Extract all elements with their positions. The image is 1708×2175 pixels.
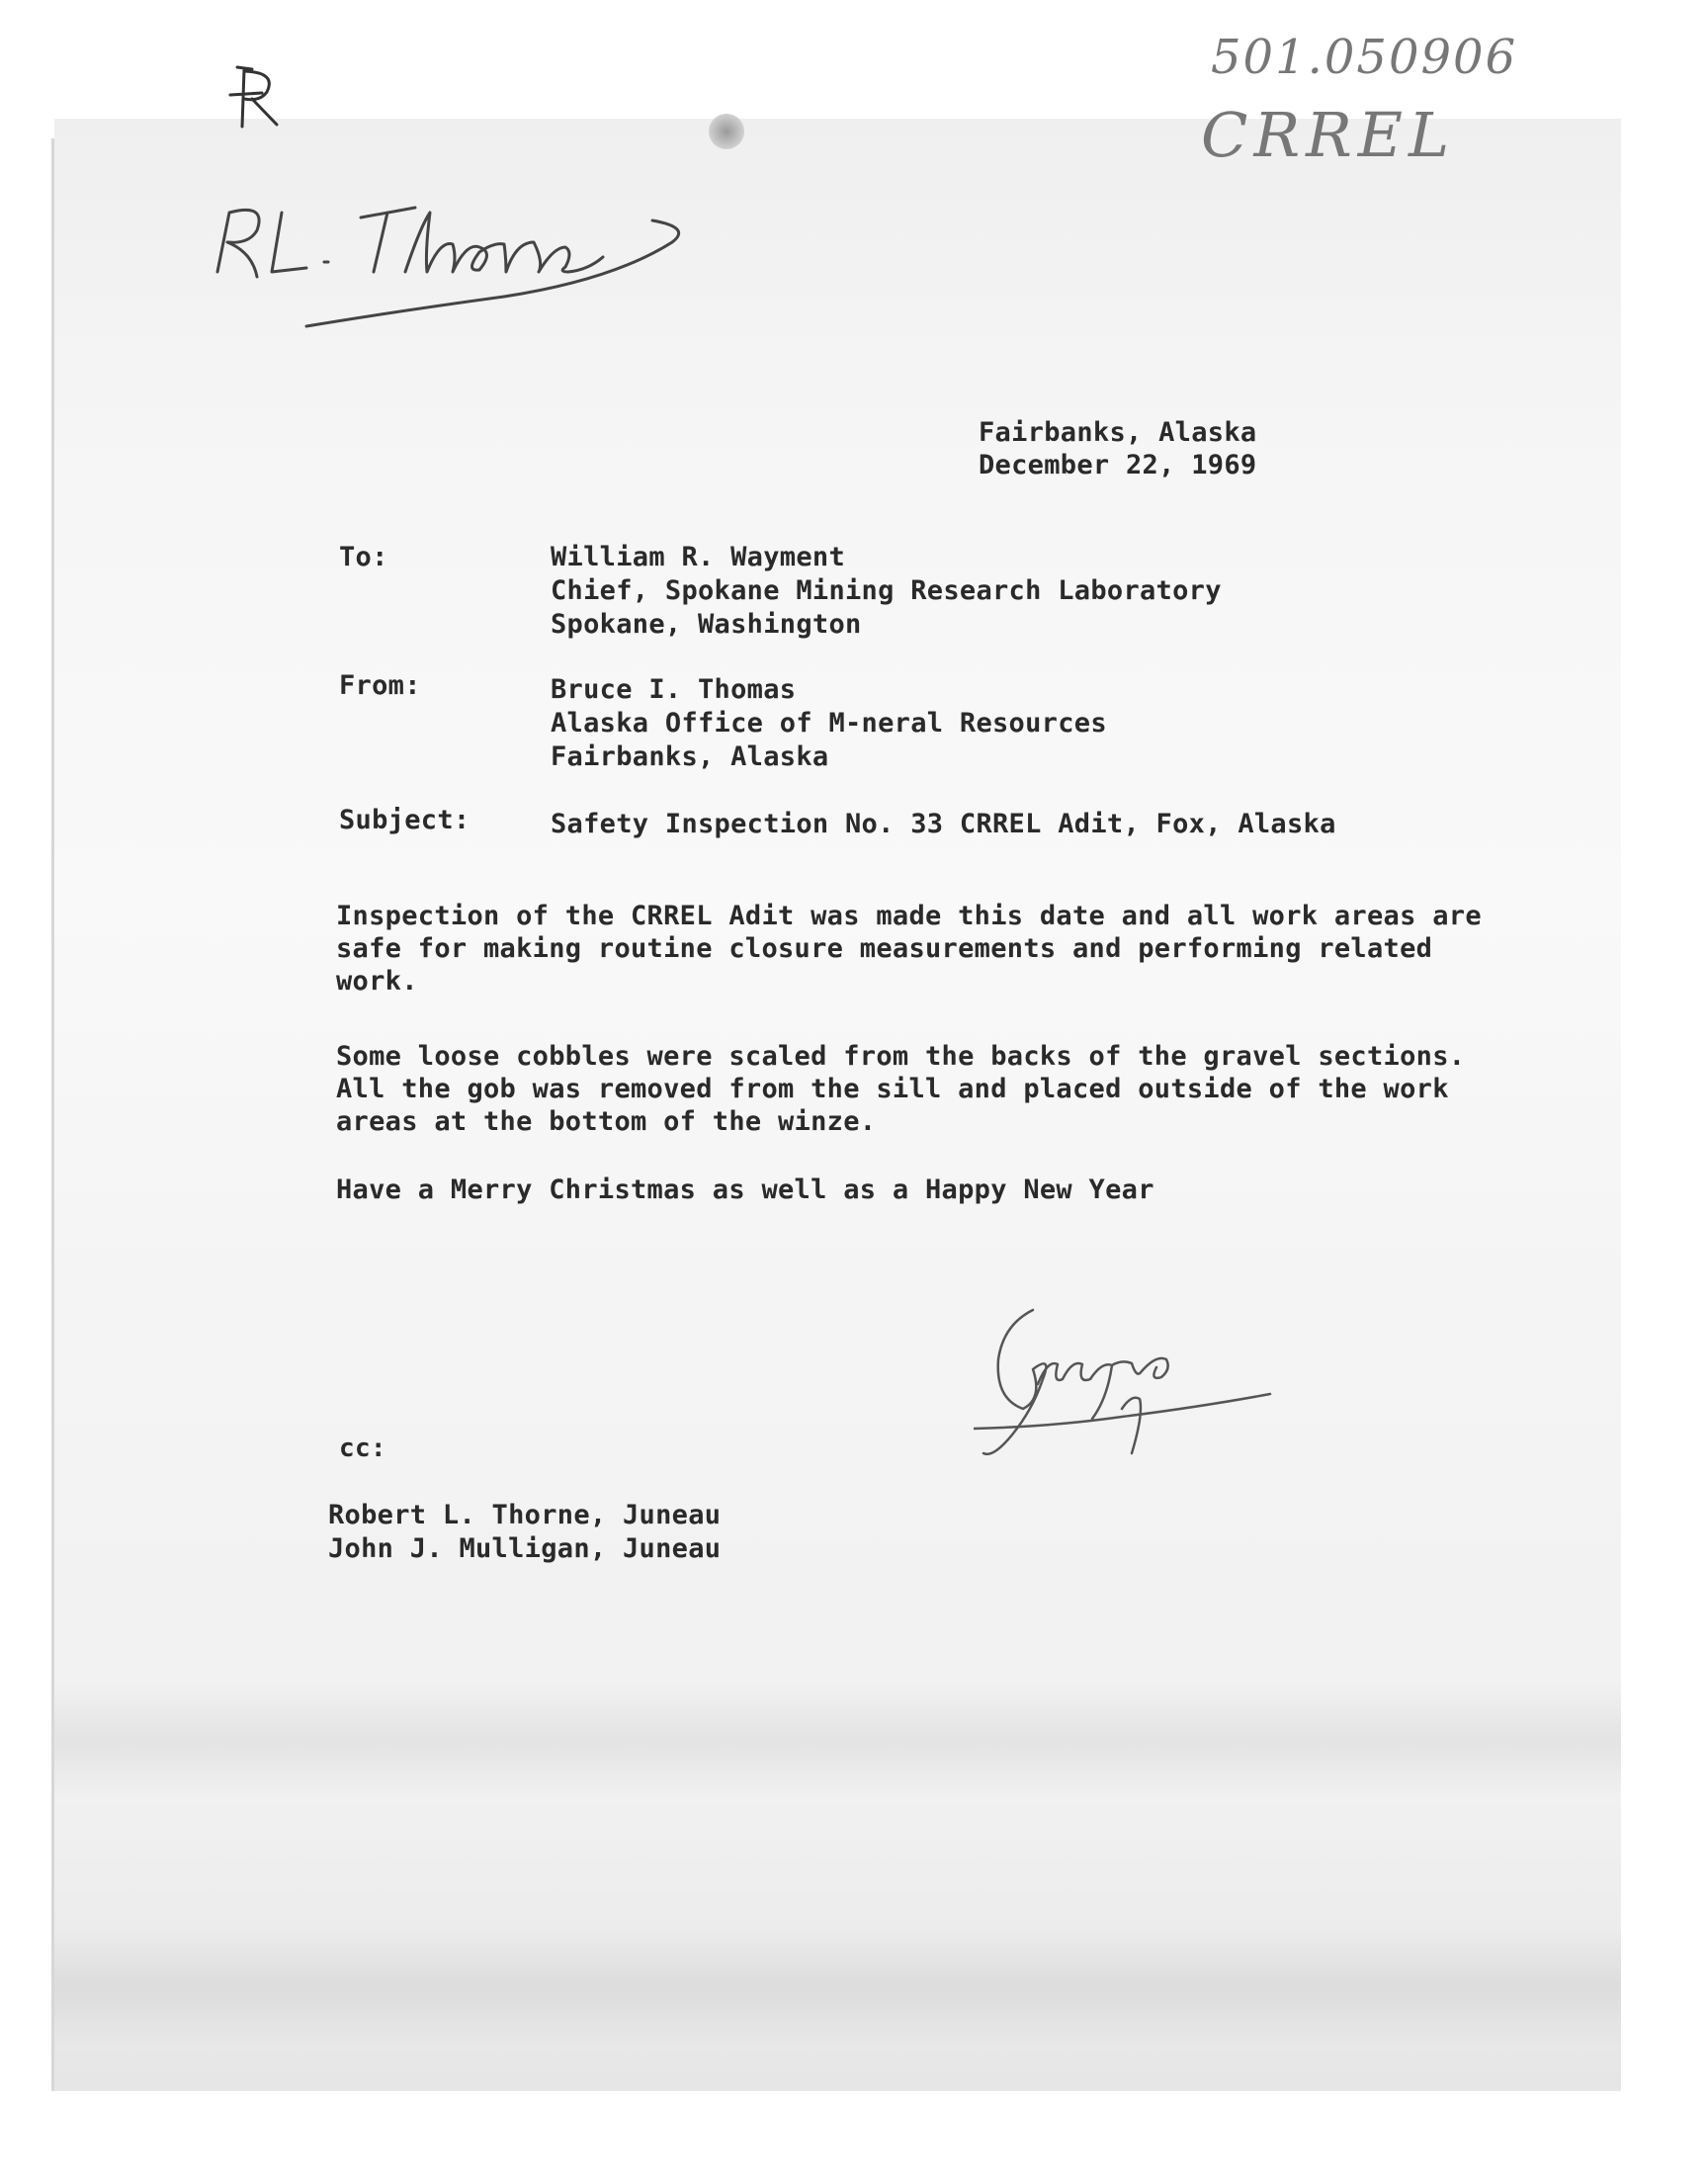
from-location: Fairbanks, Alaska bbox=[551, 741, 829, 772]
punch-hole bbox=[709, 114, 744, 149]
to-name: William R. Wayment bbox=[551, 542, 845, 572]
cc-recipient-2: John J. Mulligan, Juneau bbox=[328, 1533, 722, 1564]
body-paragraph-2: Some loose cobbles were scaled from the backs of the gravel sections. All the gob was removed from the sill and placed outside of the work areas at the bottom of the winze. bbox=[336, 1041, 1466, 1137]
initial-mark-icon bbox=[222, 57, 301, 136]
from-office: Alaska Office of M-neral Resources bbox=[551, 708, 1107, 739]
scan-shading bbox=[54, 1681, 1621, 1799]
cc-label: cc: bbox=[339, 1434, 386, 1463]
to-location: Spokane, Washington bbox=[551, 609, 862, 640]
letter-place: Fairbanks, Alaska bbox=[979, 417, 1257, 448]
file-number-annotation: 501.050906 bbox=[1211, 30, 1518, 85]
scan-shading bbox=[54, 1928, 1621, 2046]
to-label: To: bbox=[339, 542, 388, 572]
crrel-annotation: CRREL bbox=[1201, 99, 1456, 171]
to-title: Chief, Spokane Mining Research Laboratory bbox=[551, 575, 1222, 606]
cc-recipient-1: Robert L. Thorne, Juneau bbox=[328, 1500, 722, 1530]
letter-date: December 22, 1969 bbox=[979, 450, 1257, 480]
subject-text: Safety Inspection No. 33 CRREL Adit, Fox, Alaska bbox=[551, 809, 1336, 839]
routing-name-handwriting bbox=[198, 173, 712, 351]
body-paragraph-1: Inspection of the CRREL Adit was made this date and all work areas are safe for making routine closure measurements and performing related work. bbox=[336, 901, 1482, 997]
body-paragraph-3: Have a Merry Christmas as well as a Happy New Year bbox=[336, 1174, 1154, 1205]
subject-label: Subject: bbox=[339, 805, 470, 835]
from-name: Bruce I. Thomas bbox=[551, 674, 797, 705]
from-label: From: bbox=[339, 670, 421, 701]
signature-handwriting bbox=[974, 1300, 1290, 1478]
